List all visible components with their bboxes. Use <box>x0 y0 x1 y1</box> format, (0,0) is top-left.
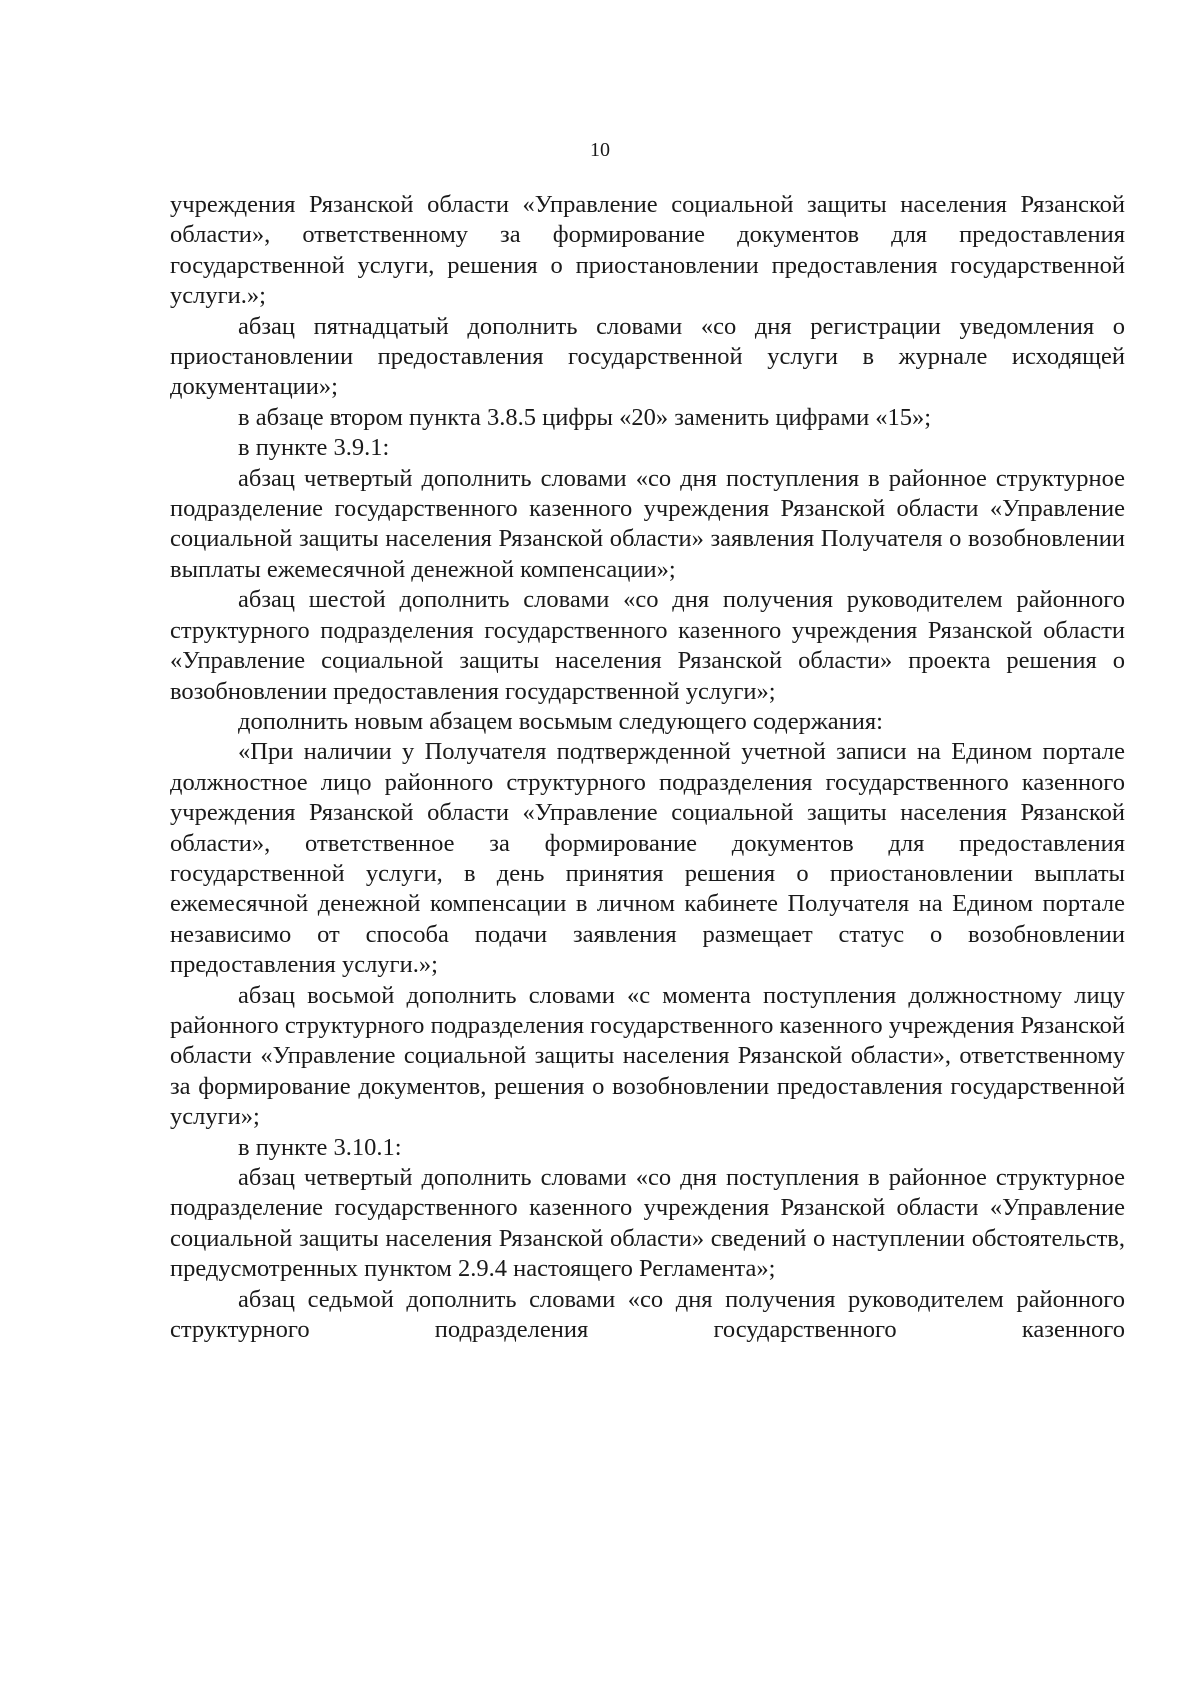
paragraph: в пункте 3.10.1: <box>238 1133 402 1161</box>
paragraph: дополнить новым абзацем восьмым следующего содержания: <box>238 707 883 735</box>
page-number: 10 <box>590 139 610 161</box>
paragraph: в абзаце втором пункта 3.8.5 цифры «20» заменить цифрами «15»; <box>238 403 932 431</box>
paragraph: «При наличии у Получателя подтвержденной учетной записи на Едином портале должностное лицо районного структурного подразделения государственного казенного учреждения Рязанской области «Управление социальной защиты населения Рязанской области», ответственное за формирование документов для предоставления государственной услуги, в день принятия решения о приостановлении выплаты ежемесячной денежной компенсации в личном кабинете Получателя на Едином портале независимо от способа подачи заявления размещает статус о возобновлении предоставления услуги.»; <box>170 738 1125 979</box>
paragraph-continuation: учреждения Рязанской области «Управление социальной защиты населения Рязанской области», ответственному за формирование документов для предоставления государственной услуги, решения о приостановлении предоставления государственной услуги.»; <box>170 191 1125 310</box>
paragraph: абзац четвертый дополнить словами «со дня поступления в районное структурное подразделение государственного казенного учреждения Рязанской области «Управление социальной защиты населения Рязанской области» заявления Получателя о возобновлении выплаты ежемесячной денежной компенсации»; <box>170 464 1125 583</box>
paragraph: в пункте 3.9.1: <box>238 434 390 462</box>
document-body <box>170 190 1125 1345</box>
paragraph: абзац пятнадцатый дополнить словами «со дня регистрации уведомления о приостановлении предоставления государственной услуги в журнале исходящей документации»; <box>170 312 1125 401</box>
paragraph: абзац восьмой дополнить словами «с момента поступления должностному лицу районного структурного подразделения государственного казенного учреждения Рязанской области «Управление социальной защиты населения Рязанской области», ответственному за формирование документов, решения о возобновлении предоставления государственной услуги»; <box>170 981 1125 1131</box>
paragraph-continued: абзац седьмой дополнить словами «со дня получения руководителем районного структурного подразделения государственного казенного <box>170 1285 1125 1344</box>
paragraph: абзац четвертый дополнить словами «со дня поступления в районное структурное подразделение государственного казенного учреждения Рязанской области «Управление социальной защиты населения Рязанской области» сведений о наступлении обстоятельств, предусмотренных пунктом 2.9.4 настоящего Регламента»; <box>170 1164 1125 1283</box>
paragraph: абзац шестой дополнить словами «со дня получения руководителем районного структурного подразделения государственного казенного учреждения Рязанской области «Управление социальной защиты населения Рязанской области» проекта решения о возобновлении предоставления государственной услуги»; <box>170 586 1125 705</box>
